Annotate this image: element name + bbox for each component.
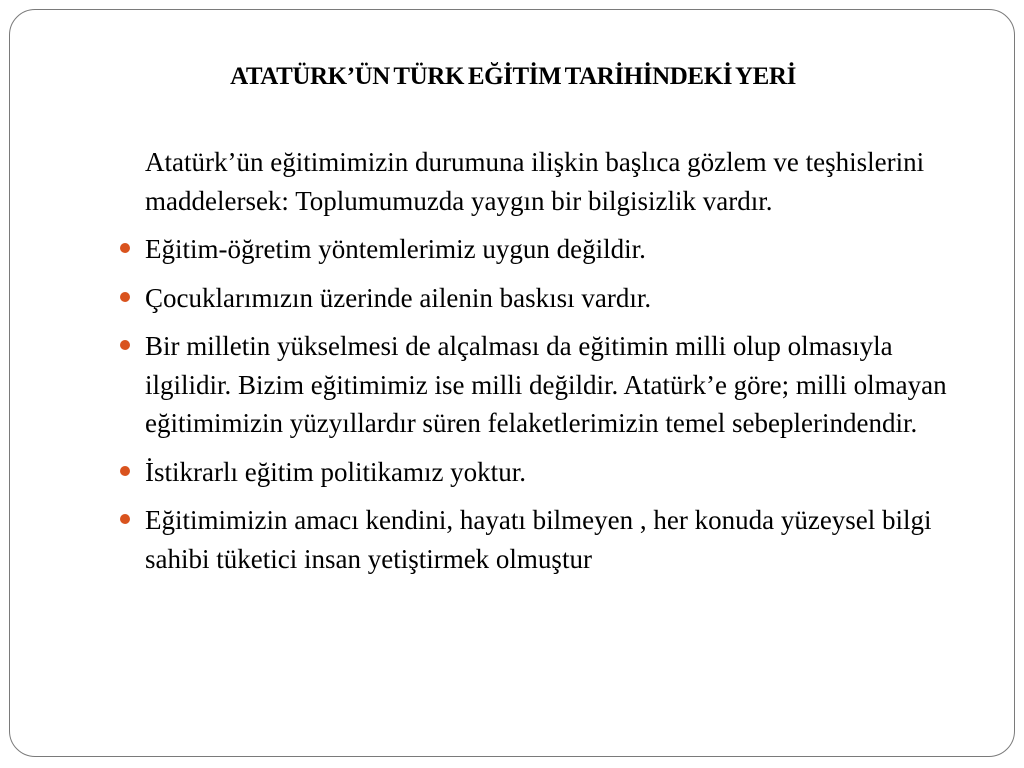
slide-frame: [9, 9, 1015, 757]
bullet-dot-icon: [120, 466, 130, 476]
bullet-text: Çocuklarımızın üzerinde ailenin baskısı vardır.: [145, 282, 652, 313]
slide-content: [112, 143, 982, 588]
slide-title: ATATÜRK’ÜN TÜRK EĞİTİM TARİHİNDEKİ YERİ: [230, 63, 796, 90]
bullet-item: [112, 501, 975, 578]
bullet-dot-icon: [120, 292, 130, 302]
bullet-dot-icon: [120, 340, 130, 350]
bullet-item: [112, 230, 975, 269]
bullet-text: Eğitimimizin amacı kendini, hayatı bilmeyen , her konuda yüzeysel bilgi sahibi tüketici insan yetiştirmek olmuştur: [145, 505, 932, 574]
intro-paragraph: Atatürk’ün eğitimimizin durumuna ilişkin başlıca gözlem ve teşhislerini maddelersek: Toplumumuzda yaygın bir bilgisizlik vardır.: [145, 147, 925, 216]
bullet-item: [112, 327, 975, 443]
bullet-text: Eğitim-öğretim yöntemlerimiz uygun değildir.: [145, 234, 646, 264]
bullet-item: [112, 453, 975, 492]
bullet-dot-icon: [120, 514, 130, 524]
bullet-text: İstikrarlı eğitim politikamız yoktur.: [145, 456, 526, 487]
bullet-item: [112, 279, 975, 318]
bullet-text: Bir milletin yükselmesi de alçalması da eğitimin milli olup olmasıyla ilgilidir. Bizim eğitimimiz ise milli değildir. Atatürk’e göre; milli olmayan eğitimimizin yüzyıllardır süren felaketlerimizin temel sebeplerindendir.: [145, 331, 947, 438]
bullet-dot-icon: [120, 243, 130, 253]
